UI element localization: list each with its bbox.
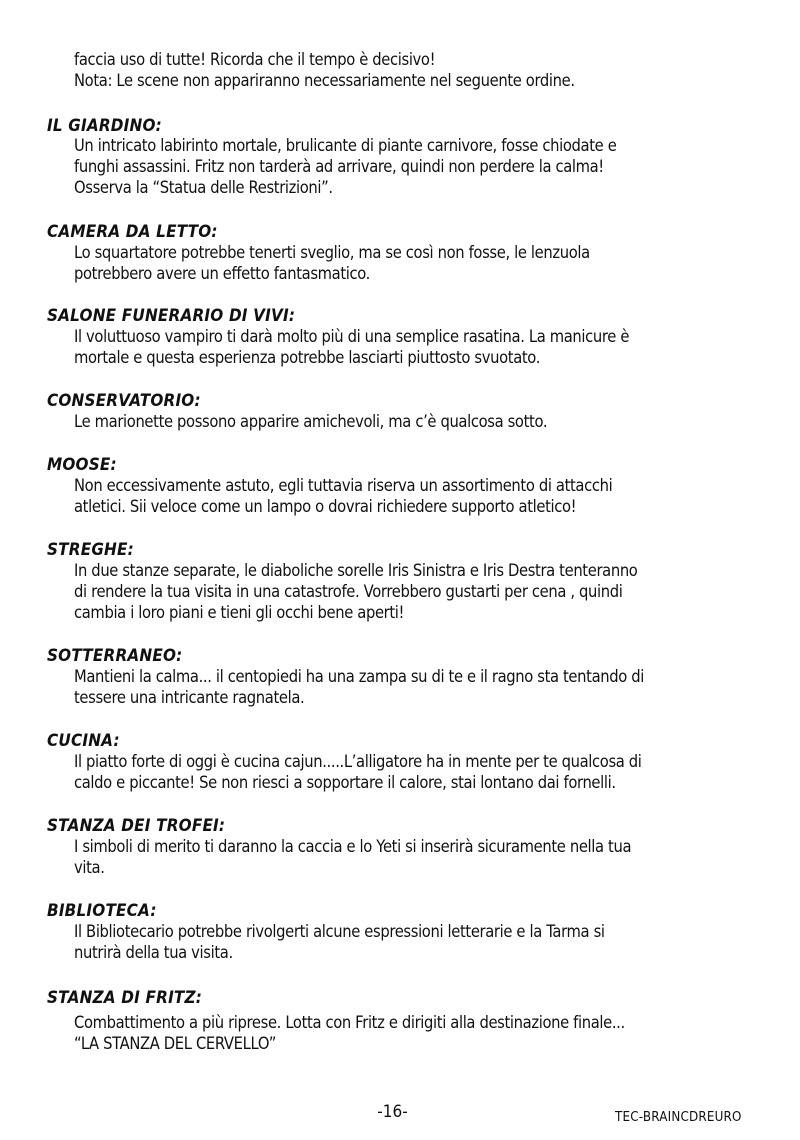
text-line: potrebbero avere un effetto fantasmatico. bbox=[74, 264, 371, 283]
text-line: I simboli di merito ti daranno la caccia e lo Yeti si inserirà sicuramente nella tua bbox=[74, 837, 632, 856]
text-line: caldo e piccante! Se non riesci a sopportare il calore, stai lontano dai fornelli. bbox=[74, 773, 616, 792]
text-line: vita. bbox=[74, 858, 105, 877]
text-line: Il voluttuoso vampiro ti darà molto più di una semplice rasatina. La manicure è bbox=[74, 327, 630, 346]
section-heading-cucina: CUCINA: bbox=[47, 731, 120, 750]
section-body-sotterraneo bbox=[74, 666, 686, 708]
section-body-cucina bbox=[74, 751, 686, 793]
page-number: -16- bbox=[377, 1102, 408, 1122]
text-line: atletici. Sii veloce come un lampo o dovrai richiedere supporto atletico! bbox=[74, 497, 577, 516]
text-line: tessere una intricante ragnatela. bbox=[74, 688, 305, 707]
section-body-camera-da-letto bbox=[74, 242, 686, 284]
text-line: nutrirà della tua visita. bbox=[74, 943, 233, 962]
section-heading-giardino: IL GIARDINO: bbox=[47, 116, 162, 135]
section-body-stanza-di-fritz bbox=[74, 1012, 686, 1054]
section-heading-streghe: STREGHE: bbox=[47, 540, 134, 559]
text-line: mortale e questa esperienza potrebbe lasciarti piuttosto svuotato. bbox=[74, 348, 541, 367]
text-line: Osserva la “Statua delle Restrizioni”. bbox=[74, 178, 333, 197]
section-heading-conservatorio: CONSERVATORIO: bbox=[47, 391, 201, 410]
text-line: funghi assassini. Fritz non tarderà ad arrivare, quindi non perdere la calma! bbox=[74, 157, 604, 176]
section-body-moose bbox=[74, 475, 686, 517]
intro-text bbox=[74, 49, 686, 91]
text-line: Un intricato labirinto mortale, brulicante di piante carnivore, fosse chiodate e bbox=[74, 136, 617, 155]
section-body-streghe bbox=[74, 560, 686, 623]
section-body-giardino bbox=[74, 135, 686, 198]
section-heading-biblioteca: BIBLIOTECA: bbox=[47, 901, 157, 920]
text-line: “LA STANZA DEL CERVELLO” bbox=[74, 1034, 277, 1053]
document-code: TEC-BRAINCDREURO bbox=[615, 1110, 742, 1125]
text-line: Combattimento a più riprese. Lotta con Fritz e dirigiti alla destinazione finale... bbox=[74, 1013, 625, 1032]
text-line: Non eccessivamente astuto, egli tuttavia riserva un assortimento di attacchi bbox=[74, 476, 613, 495]
text-line: Nota: Le scene non appariranno necessariamente nel seguente ordine. bbox=[74, 71, 575, 90]
text-line: cambia i loro piani e tieni gli occhi bene aperti! bbox=[74, 603, 405, 622]
text-line: Lo squartatore potrebbe tenerti sveglio, ma se così non fosse, le lenzuola bbox=[74, 243, 590, 262]
section-heading-stanza-di-fritz: STANZA DI FRITZ: bbox=[47, 988, 203, 1007]
text-line: In due stanze separate, le diaboliche sorelle Iris Sinistra e Iris Destra tenteranno bbox=[74, 561, 638, 580]
section-heading-stanza-dei-trofei: STANZA DEI TROFEI: bbox=[47, 816, 226, 835]
section-body-biblioteca bbox=[74, 921, 686, 963]
section-body-conservatorio bbox=[74, 411, 686, 432]
section-heading-salone-funerario: SALONE FUNERARIO DI VIVI: bbox=[47, 306, 296, 325]
section-body-stanza-dei-trofei bbox=[74, 836, 686, 878]
text-line: di rendere la tua visita in una catastrofe. Vorrebbero gustarti per cena , quindi bbox=[74, 582, 623, 601]
section-body-salone-funerario bbox=[74, 326, 686, 368]
section-heading-camera-da-letto: CAMERA DA LETTO: bbox=[47, 222, 218, 241]
text-line: Le marionette possono apparire amichevoli, ma c’è qualcosa sotto. bbox=[74, 412, 548, 431]
section-heading-sotterraneo: SOTTERRANEO: bbox=[47, 646, 183, 665]
section-heading-moose: MOOSE: bbox=[47, 455, 117, 474]
text-line: Il Bibliotecario potrebbe rivolgerti alcune espressioni letterarie e la Tarma si bbox=[74, 922, 605, 941]
text-line: faccia uso di tutte! Ricorda che il tempo è decisivo! bbox=[74, 50, 436, 69]
text-line: Il piatto forte di oggi è cucina cajun.....L’alligatore ha in mente per te qualcosa di bbox=[74, 752, 642, 771]
text-line: Mantieni la calma... il centopiedi ha una zampa su di te e il ragno sta tentando di bbox=[74, 667, 644, 686]
